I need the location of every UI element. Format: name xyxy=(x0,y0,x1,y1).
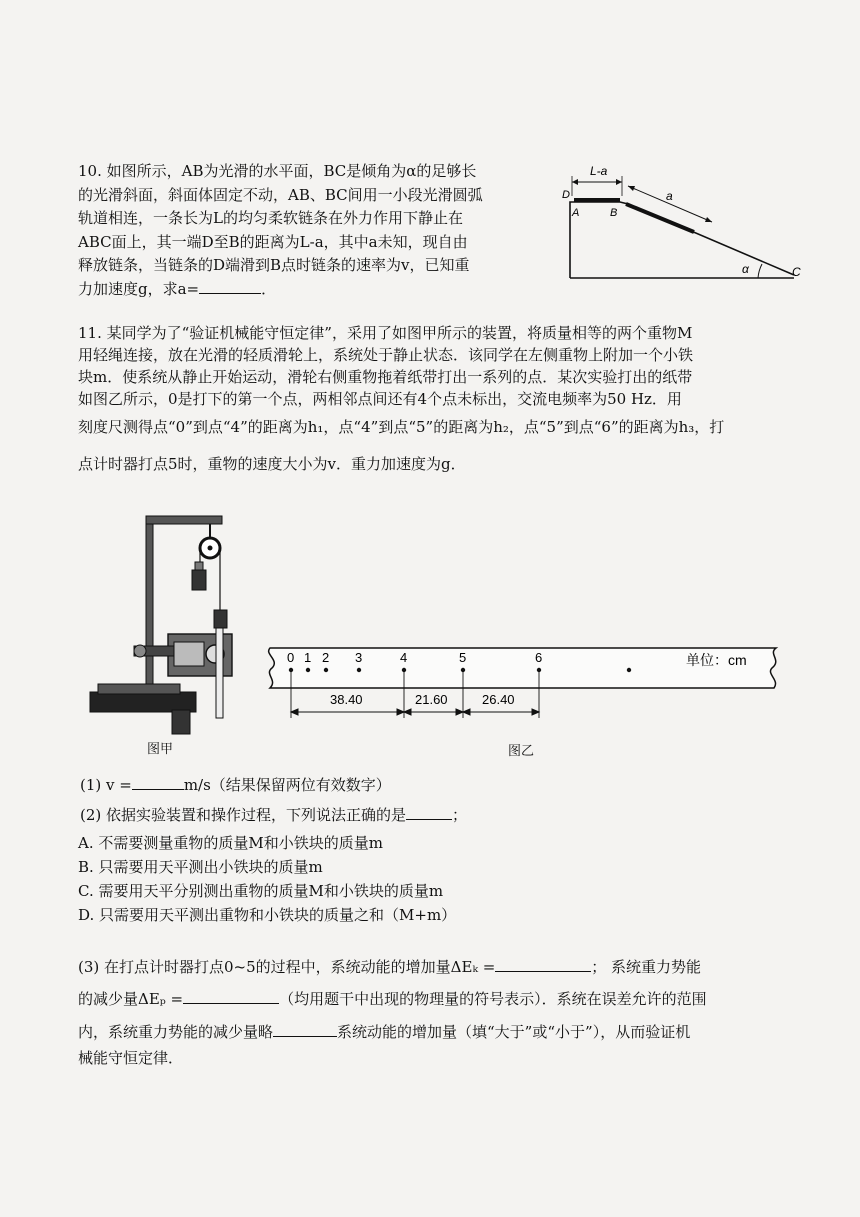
incline-figure xyxy=(562,160,807,285)
sub1-answer-blank[interactable] xyxy=(132,774,184,790)
tape-dot-extra xyxy=(627,668,631,672)
tape-label-2: 2 xyxy=(322,650,330,665)
sub-question-2 xyxy=(80,804,467,826)
question-10 xyxy=(78,160,558,301)
sub3-line-2 xyxy=(78,982,798,1021)
measure-5-6: 26.40 xyxy=(482,692,515,707)
label-D: D xyxy=(562,189,570,201)
tape-label-6: 6 xyxy=(535,650,543,665)
option-d[interactable]: D. 只需要用天平测出重物和小铁块的质量之和（M+m） xyxy=(78,906,457,924)
q11-line: 如图乙所示，0是打下的第一个点，两相邻点间还有4个点未标出，交流电频率为50 Hz．用 xyxy=(78,390,682,408)
question-11 xyxy=(78,322,798,484)
q11-line: 刻度尺测得点“0”到点“4”的距离为h₁，点“4”到点“5”的距离为h₂，点“5”到点“6”的距离为h₃，打 xyxy=(78,418,725,436)
q11-line: 11. 某同学为了“验证机械能守恒定律”，采用了如图甲所示的装置，将质量相等的两个重物M xyxy=(78,324,693,342)
tape-unit: 单位：cm xyxy=(686,652,747,668)
sub3-line-1 xyxy=(78,956,798,982)
sub-question-3 xyxy=(78,956,798,1073)
sub3-line-3 xyxy=(78,1021,798,1047)
q10-answer-blank[interactable] xyxy=(199,278,261,294)
q10-answer-prefix: 力加速度g，求a= xyxy=(78,279,200,298)
sub1-prefix: (1) v = xyxy=(80,776,132,794)
left-weight xyxy=(192,570,206,590)
measure-0-4: 38.40 xyxy=(330,692,363,707)
sub-question-1 xyxy=(80,774,391,796)
base-plate xyxy=(90,692,196,712)
label-A: A xyxy=(572,207,580,219)
tape-dot-1 xyxy=(306,668,310,672)
sub1-suffix: m/s（结果保留两位有效数字） xyxy=(183,776,391,794)
tape-dot-3 xyxy=(357,668,361,672)
measure-4-5: 21.60 xyxy=(415,692,448,707)
q10-line: 轨道相连，一条长为L的均匀柔软链条在外力作用下静止在 xyxy=(78,209,463,227)
q10-line: 的光滑斜面，斜面体固定不动，AB、BC间用一小段光滑圆弧 xyxy=(78,185,483,204)
tape-label-1: 1 xyxy=(304,650,312,665)
sub2-suffix: ； xyxy=(452,806,468,824)
apparatus-figure xyxy=(88,514,248,740)
option-a[interactable]: A. 不需要测量重物的质量M和小铁块的质量m xyxy=(78,834,383,852)
sub3-l1-suffix: ； 系统重力势能 xyxy=(591,958,702,976)
label-L-a: L-a xyxy=(590,164,608,178)
label-C: C xyxy=(792,265,801,279)
delta-ep-blank[interactable] xyxy=(183,988,279,1004)
q10-line: 释放链条，当链条的D端滑到B点时链条的速率为v，已知重 xyxy=(78,256,470,274)
caption-fig-yi: 图乙 xyxy=(508,744,535,759)
tape-label-0: 0 xyxy=(287,650,295,665)
sub3-l2-prefix: 的减少量ΔEₚ = xyxy=(78,990,184,1008)
paper-tape-figure xyxy=(258,640,788,730)
sub3-l1-prefix: (3) 在打点计时器打点0~5的过程中，系统动能的增加量ΔEₖ = xyxy=(78,958,496,976)
sub3-line-4: 械能守恒定律． xyxy=(78,1049,184,1067)
label-alpha: α xyxy=(742,262,749,276)
tape-label-4: 4 xyxy=(400,650,408,665)
sub3-l3-suffix: 系统动能的增加量（填“大于”或“小于”），从而验证机 xyxy=(337,1023,691,1041)
tape-label-5: 5 xyxy=(459,650,467,665)
label-B: B xyxy=(610,207,618,219)
sub3-l3-prefix: 内，系统重力势能的减少量略 xyxy=(78,1023,274,1041)
q11-line: 点计时器打点5时，重物的速度大小为v．重力加速度为g． xyxy=(78,455,466,473)
option-c[interactable]: C. 需要用天平分别测出重物的质量M和小铁块的质量m xyxy=(78,882,444,900)
sub2-answer-blank[interactable] xyxy=(406,804,452,820)
tape-dot-2 xyxy=(324,668,328,672)
delta-ek-blank[interactable] xyxy=(495,956,591,972)
q11-line: 块m．使系统从静止开始运动，滑轮右侧重物拖着纸带打出一系列的点．某次实验打出的纸带 xyxy=(78,368,693,386)
q10-line: 10. 如图所示，AB为光滑的水平面，BC是倾角为α的足够长 xyxy=(78,162,477,180)
q10-line: ABC面上，其一端D至B的距离为L-a，其中a未知，现自由 xyxy=(78,232,468,251)
label-a: a xyxy=(666,189,673,203)
tape-label-3: 3 xyxy=(355,650,363,665)
right-weight xyxy=(214,610,227,628)
sub2-text: (2) 依据实验装置和操作过程，下列说法正确的是 xyxy=(80,806,407,824)
options-list xyxy=(78,832,456,928)
q10-line-last xyxy=(78,278,558,302)
sub3-l2-suffix: （均用题干中出现的物理量的符号表示）．系统在误差允许的范围 xyxy=(279,990,707,1008)
q11-line: 用轻绳连接，放在光滑的轻质滑轮上，系统处于静止状态．该同学在左侧重物上附加一个小铁 xyxy=(78,346,694,364)
option-b[interactable]: B. 只需要用天平测出小铁块的质量m xyxy=(78,858,323,876)
q10-answer-suffix: ． xyxy=(261,279,277,298)
caption-fig-jia: 图甲 xyxy=(147,742,174,757)
compare-blank[interactable] xyxy=(273,1021,337,1037)
